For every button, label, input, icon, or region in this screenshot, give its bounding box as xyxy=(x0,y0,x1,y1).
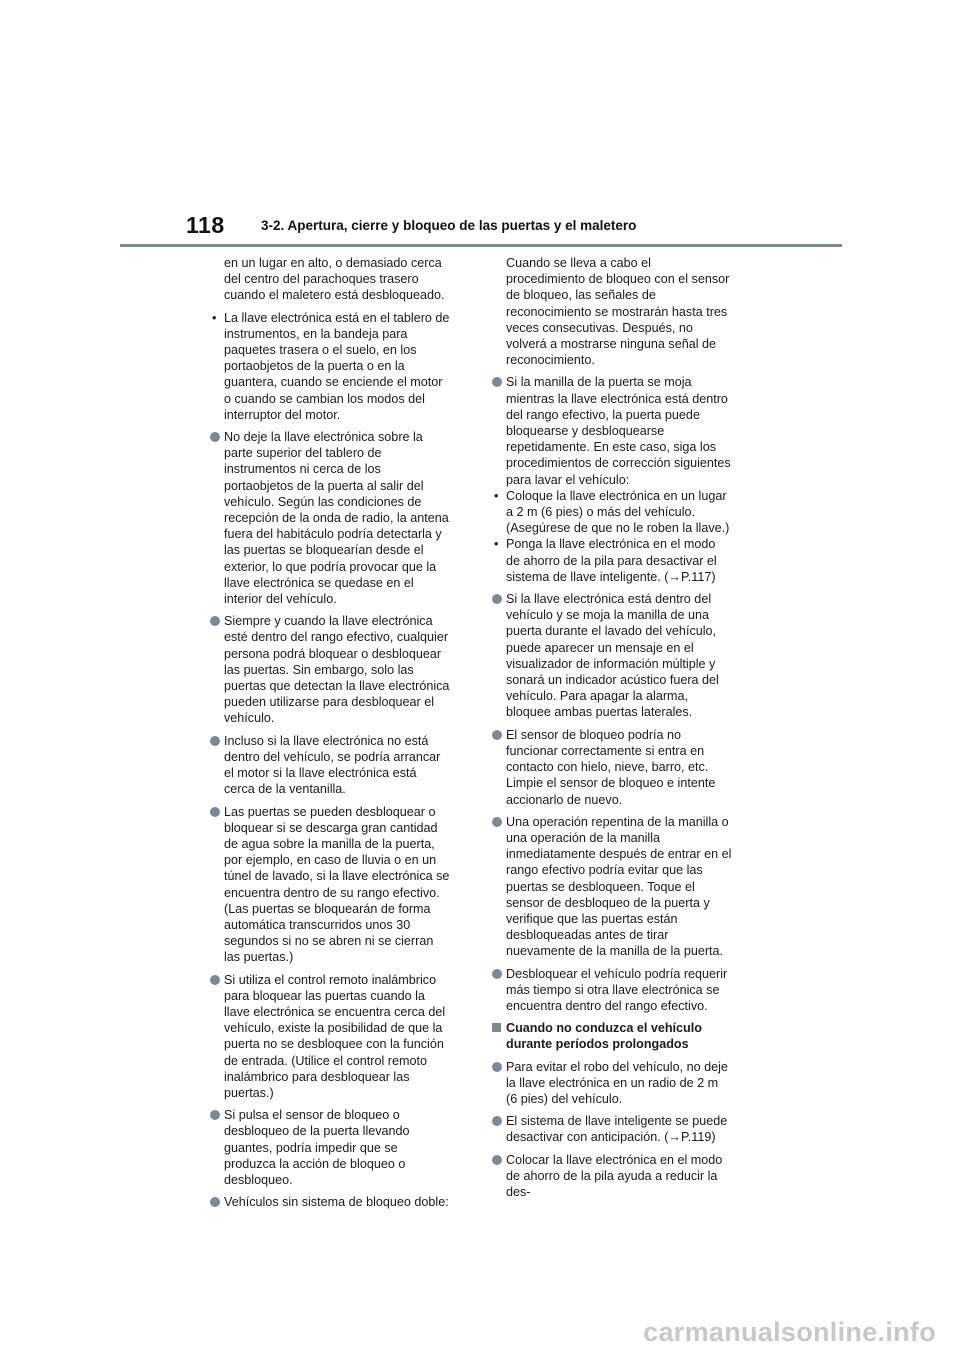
bullet-text: Desbloquear el vehículo podría requerir más tiempo si otra llave electrónica se encuentra dentro del rango efectivo. xyxy=(506,966,728,1013)
dash-marker: • xyxy=(494,488,499,503)
bullet-dot-icon xyxy=(492,377,502,387)
header-divider xyxy=(120,244,842,247)
bullet-dot-icon xyxy=(210,1197,220,1207)
page-number: 118 xyxy=(186,212,225,238)
subsection-heading-text: Cuando no conduzca el vehículo durante períodos prolongados xyxy=(506,1021,702,1052)
bullet-text: Si pulsa el sensor de bloqueo o desbloqueo de la puerta llevando guantes, podría impedir que se produzca la acción de bloqueo o desbloqueo. xyxy=(224,1108,410,1187)
dash-list-item xyxy=(492,488,732,537)
bullet-text: El sistema de llave inteligente se puede desactivar con anticipación. (→P.119) xyxy=(506,1114,728,1145)
bullet-text: Vehículos sin sistema de bloqueo doble: xyxy=(224,1195,449,1210)
bullet-dot-icon xyxy=(492,1062,502,1072)
bullet-dot-icon xyxy=(210,432,220,442)
bullet-item xyxy=(210,1194,450,1210)
bullet-dot-icon xyxy=(210,1110,220,1120)
square-bullet-icon xyxy=(492,1023,501,1032)
bullet-text: Si utiliza el control remoto inalámbrico para bloquear las puertas cuando la llave electrónica se encuentra cerca del vehículo, existe la posibilidad de que la puerta no se desbloquee con la función de entrada. (Utilice el control remoto inalámbrico para desbloquear las puertas.) xyxy=(224,972,446,1100)
bullet-item xyxy=(210,1107,450,1188)
left-column xyxy=(210,255,450,1216)
bullet-dot-icon xyxy=(210,807,220,817)
bullet-text: El sensor de bloqueo podría no funcionar correctamente si entra en contacto con hielo, nieve, barro, etc. Limpie el sensor de bloqueo e intente accionarlo de nuevo. xyxy=(506,727,716,807)
bullet-dot-icon xyxy=(492,817,502,827)
bullet-text: Si la llave electrónica está dentro del vehículo y se moja la manilla de una puerta durante el lavado del vehículo, puede aparecer un mensaje en el visualizador de información múltiple y sonará un indicador acústico fuera del vehículo. Para apagar la alarma, bloquee ambas puertas laterales. xyxy=(506,592,719,720)
dash-item-text: La llave electrónica está en el tablero de instrumentos, en la bandeja para paquetes trasera o el suelo, en los portaobjetos de la puerta o en la guantera, cuando se enciende el motor o cuando se cambian los modos del interruptor del motor. xyxy=(224,310,450,422)
bullet-text: Colocar la llave electrónica en el modo de ahorro de la pila ayuda a reducir la des- xyxy=(506,1152,723,1199)
dash-list-item xyxy=(492,536,732,585)
dash-item-text: Ponga la llave electrónica en el modo de ahorro de la pila para desactivar el sistema de llave inteligente. (→P.117) xyxy=(506,537,717,584)
bullet-dot-icon xyxy=(492,1116,502,1126)
bullet-text: Si la manilla de la puerta se moja mientras la llave electrónica está dentro del rango efectivo, la puerta puede bloquearse y desbloquearse repetidamente. En este caso, siga los procedimientos de corrección siguientes para lavar el vehículo: xyxy=(506,375,731,487)
paragraph-continuation: Cuando se lleva a cabo el procedimiento de bloqueo con el sensor de bloqueo, las señales de reconocimiento se mostrarán hasta tres veces consecutivas. Después, no volverá a mostrarse ninguna señal de reconocimiento. xyxy=(506,256,730,368)
bullet-item xyxy=(492,966,732,1015)
dash-marker: • xyxy=(494,537,499,552)
bullet-dot-icon xyxy=(210,736,220,746)
bullet-item xyxy=(210,972,450,1102)
bullet-item xyxy=(210,613,450,726)
right-column xyxy=(492,255,732,1206)
paragraph-continuation: en un lugar en alto, o demasiado cerca del centro del parachoques trasero cuando el maletero está desbloqueado. xyxy=(224,256,445,303)
bullet-item xyxy=(492,591,732,721)
bullet-item xyxy=(210,429,450,607)
page-header xyxy=(0,0,960,250)
bullet-text: Las puertas se pueden desbloquear o bloquear si se descarga gran cantidad de agua sobre la manilla de la puerta, por ejemplo, en caso de lluvia o en un túnel de lavado, si la llave electrónica se encuentra dentro de su rango efectivo. (Las puertas se bloquearán de forma automática transcurridos unos 30 segundos si no se abren ni se cierran las puertas.) xyxy=(224,804,450,965)
bullet-item xyxy=(492,814,732,960)
dash-item-text: Coloque la llave electrónica en un lugar a 2 m (6 pies) o más del vehículo. (Asegúrese de que no le roben la llave.) xyxy=(506,488,730,536)
bullet-dot-icon xyxy=(210,616,220,626)
subsection-heading xyxy=(492,1020,732,1052)
section-title: 3-2. Apertura, cierre y bloqueo de las puertas y el maletero xyxy=(261,218,637,233)
bullet-item xyxy=(492,1059,732,1108)
bullet-text: Para evitar el robo del vehículo, no deje la llave electrónica en un radio de 2 m (6 pies) del vehículo. xyxy=(506,1059,728,1106)
bullet-item xyxy=(492,374,732,487)
bullet-dot-icon xyxy=(492,730,502,740)
bullet-text: Siempre y cuando la llave electrónica esté dentro del rango efectivo, cualquier persona podrá bloquear o desbloquear las puertas. Sin embargo, solo las puertas que detectan la llave electrónica pueden utilizarse para desbloquear el vehículo. xyxy=(224,614,450,726)
dash-list-item xyxy=(210,310,450,423)
bullet-item xyxy=(210,804,450,966)
bullet-text: No deje la llave electrónica sobre la parte superior del tablero de instrumentos ni cerca de los portaobjetos de la puerta al salir del vehículo. Según las condiciones de recepción de la onda de radio, la antena fuera del habitáculo podría detectarla y las puertas se bloquearían desde el exterior, lo que podría provocar que la llave electrónica se quedase en el interior del vehículo. xyxy=(224,430,449,607)
bullet-item xyxy=(210,733,450,798)
bullet-item xyxy=(492,1152,732,1201)
bullet-dot-icon xyxy=(492,1155,502,1165)
dash-marker: • xyxy=(212,310,217,325)
bullet-dot-icon xyxy=(210,975,220,985)
watermark-link[interactable]: carmanualsonline.info xyxy=(643,1317,936,1347)
bullet-item xyxy=(492,1113,732,1145)
bullet-item xyxy=(492,727,732,808)
bullet-dot-icon xyxy=(492,969,502,979)
bullet-dot-icon xyxy=(492,594,502,604)
bullet-text: Incluso si la llave electrónica no está dentro del vehículo, se podría arrancar el motor si la llave electrónica está cerca de la ventanilla. xyxy=(224,733,441,797)
bullet-text: Una operación repentina de la manilla o una operación de la manilla inmediatamente después de entrar en el rango efectivo podría evitar que las puertas se desbloqueen. Toque el sensor de desbloqueo de la puerta y verifique que las puertas están desbloqueadas antes de tirar nuevamente de la manilla de la puerta. xyxy=(506,814,732,959)
